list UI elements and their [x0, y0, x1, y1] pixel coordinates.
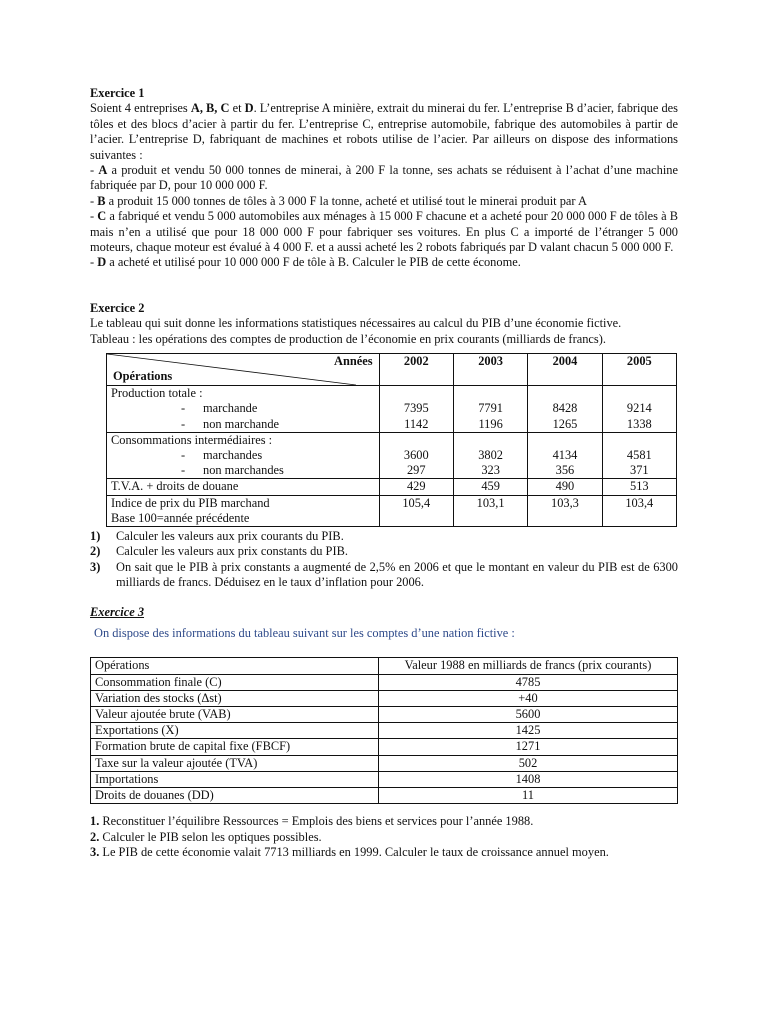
exercise-1	[90, 86, 678, 271]
value: 3802	[478, 447, 503, 462]
question-text: Calculer le PIB selon les optiques possibles.	[99, 829, 322, 844]
item-text: a fabriqué et vendu 5 000 automobiles aux ménages à 15 000 F chacune et a acheté pour 20 000 000 F de tôles à B mais n’en a utilisé que pour 18 000 000 F pour fabriquer ses voitures. En plus C a importé de l’étranger 5 000 moteurs, chaque moteur est évalué à 4 000 F. et a aussi acheté les 2 robots fabriqués par D valant chacun 5 000 000 F.	[90, 209, 678, 255]
exercise-2-title: Exercice 2	[90, 300, 145, 315]
value: 371	[630, 463, 649, 478]
question-text: On sait que le PIB à prix constants a augmenté de 2,5% en 2006 et que le montant en valeur du PIB est de 6300 milliards de francs. Déduisez en le taux d’inflation pour 2006.	[116, 559, 678, 590]
value-cell	[528, 432, 602, 479]
value-cell	[602, 386, 676, 433]
item-prefix: -	[90, 163, 99, 178]
value: 297	[406, 463, 426, 478]
question-item	[90, 830, 678, 845]
intro-text: Soient 4 entreprises	[90, 101, 191, 116]
indice-cell	[107, 495, 380, 526]
exercise-2-intro: Le tableau qui suit donne les informations statistiques nécessaires au calcul du PIB d’une économie fictive.	[90, 316, 622, 331]
question-item	[90, 845, 678, 860]
intro-text: . L’entreprise A minière, extrait du minerai du fer. L’entreprise B d’acier, fabrique des tôles et des blocs d’acier à partir du fer. L’entreprise C, entreprise automobile, fabrique des automobiles à partir de l’acier. L’entreprise D, fabriquant de machines et robots utilise de l’acier. Par ailleurs on dispose des informations suivantes :	[90, 101, 678, 162]
value: 3600	[403, 447, 429, 462]
exercise-2-questions	[90, 529, 678, 591]
exercise-1-item-d	[90, 255, 678, 270]
production-sub-non-marchande	[111, 417, 375, 432]
row-value: 1408	[379, 771, 678, 787]
column-header-value: Valeur 1988 en milliards de francs (prix courants)	[379, 658, 678, 674]
row-value: 11	[379, 787, 678, 803]
production-label: Production totale :	[111, 386, 203, 401]
exercise-1-title: Exercice 1	[90, 86, 145, 100]
tva-label: T.V.A. + droits de douane	[107, 479, 380, 495]
row-label: Importations	[91, 771, 379, 787]
question-number: 2.	[90, 829, 100, 844]
year-header: 2004	[528, 354, 602, 386]
row-value: 5600	[379, 706, 678, 722]
value: 4134	[552, 447, 578, 462]
item-company: D	[97, 255, 107, 270]
item-prefix: -	[90, 209, 98, 224]
value-cell: 513	[602, 479, 676, 495]
question-number: 3)	[90, 559, 101, 574]
dash: -	[181, 416, 186, 431]
value-cell: 103,4	[602, 495, 676, 526]
indice-label: Indice de prix du PIB marchand	[111, 495, 270, 510]
ci-sub-non-marchandes	[111, 463, 375, 478]
table-header-row	[107, 354, 677, 386]
table-row	[91, 690, 678, 706]
value: 1338	[626, 416, 652, 431]
value-cell	[528, 386, 602, 433]
row-value: 1271	[379, 739, 678, 755]
table-row	[91, 787, 678, 803]
item-company: B	[97, 193, 106, 208]
production-sub-marchande	[111, 401, 375, 416]
question-item	[90, 560, 678, 591]
value: 356	[555, 463, 575, 478]
value-cell	[453, 432, 527, 479]
row-label: Variation des stocks (Δst)	[91, 690, 379, 706]
table-row	[91, 674, 678, 690]
table-header-row	[91, 658, 678, 674]
exercise-1-item-b	[90, 194, 678, 209]
exercise-1-item-c	[90, 209, 678, 255]
table-row	[107, 432, 677, 479]
question-text: Calculer les valeurs aux prix courants du PIB.	[116, 528, 344, 543]
item-prefix: -	[90, 193, 98, 208]
row-label: Consommation finale (C)	[91, 674, 379, 690]
sub-label: marchandes	[203, 447, 263, 462]
item-company: C	[97, 209, 107, 224]
value: 7791	[478, 401, 503, 416]
value: 4581	[626, 447, 652, 462]
year-header: 2002	[379, 354, 453, 386]
question-item	[90, 529, 678, 544]
table-row	[91, 723, 678, 739]
exercise-3-intro: On dispose des informations du tableau suivant sur les comptes d’une nation fictive :	[94, 625, 515, 640]
row-label: Formation brute de capital fixe (FBCF)	[91, 739, 379, 755]
value: 323	[481, 463, 500, 478]
item-text: a produit et vendu 50 000 tonnes de minerai, à 200 F la tonne, ses achats se réduisent à l’achat d’une machine fabriquée par D, pour 10 000 000 F.	[90, 163, 678, 193]
exercise-3-questions	[90, 814, 678, 860]
item-text: a acheté et utilisé pour 10 000 000 F de tôle à B. Calculer le PIB de cette économe.	[106, 255, 521, 270]
row-label: Taxe sur la valeur ajoutée (TVA)	[91, 755, 379, 771]
column-header-operations: Opérations	[91, 658, 379, 674]
exercise-2-caption: Tableau : les opérations des comptes de production de l’économie en prix courants (milliards de francs).	[90, 331, 606, 346]
exercise-2	[90, 301, 678, 591]
row-value: 4785	[379, 674, 678, 690]
indice-base-label: Base 100=année précédente	[111, 510, 250, 525]
document-page	[90, 86, 678, 860]
exercise-1-intro	[90, 101, 678, 163]
intro-bold-company-d: D	[244, 101, 254, 116]
value-cell	[602, 432, 676, 479]
header-diagonal-cell	[107, 354, 380, 386]
value-cell	[453, 386, 527, 433]
value-cell: 103,3	[528, 495, 602, 526]
value-cell: 429	[379, 479, 453, 495]
row-label: Valeur ajoutée brute (VAB)	[91, 706, 379, 722]
value-cell: 103,1	[453, 495, 527, 526]
value-cell: 459	[453, 479, 527, 495]
sub-label: marchande	[203, 401, 258, 416]
dash: -	[181, 401, 186, 416]
ci-label: Consommations intermédiaires :	[111, 432, 273, 447]
value: 9214	[626, 401, 652, 416]
year-header: 2003	[453, 354, 527, 386]
item-text: a produit 15 000 tonnes de tôles à 3 000 F la tonne, acheté et utilisé tout le minerai produit par A	[105, 193, 587, 208]
dash: -	[181, 447, 186, 462]
value: 1265	[552, 416, 578, 431]
production-cell	[107, 386, 380, 433]
question-text: Le PIB de cette économie valait 7713 milliards en 1999. Calculer le taux de croissance annuel moyen.	[99, 845, 609, 859]
table-row	[91, 755, 678, 771]
dash: -	[181, 463, 186, 478]
production-accounts-table	[106, 353, 677, 527]
sub-label: non marchandes	[203, 463, 284, 478]
value: 7395	[403, 401, 429, 416]
item-company: A	[98, 163, 108, 178]
question-text: Reconstituer l’équilibre Ressources = Emplois des biens et services pour l’année 1988.	[99, 814, 534, 829]
value: 1142	[404, 416, 429, 431]
year-header: 2005	[602, 354, 676, 386]
question-text: Calculer les valeurs aux prix constants du PIB.	[116, 544, 348, 559]
ci-sub-marchandes	[111, 448, 375, 463]
question-number: 1)	[90, 528, 101, 543]
header-annees: Années	[334, 354, 373, 369]
sub-label: non marchande	[203, 416, 280, 431]
row-label: Droits de douanes (DD)	[91, 787, 379, 803]
table-row	[91, 739, 678, 755]
value: 8428	[552, 401, 578, 416]
header-operations: Opérations	[113, 369, 173, 384]
national-accounts-table	[90, 657, 678, 804]
value-cell: 105,4	[379, 495, 453, 526]
row-label: Exportations (X)	[91, 723, 379, 739]
intro-text: et	[229, 101, 245, 116]
question-item	[90, 814, 678, 829]
value-cell: 490	[528, 479, 602, 495]
item-prefix: -	[90, 255, 98, 270]
table-row	[91, 706, 678, 722]
value-cell	[379, 432, 453, 479]
question-number: 1.	[90, 814, 100, 829]
question-item	[90, 544, 678, 559]
table-row	[107, 495, 677, 526]
question-number: 3.	[90, 845, 100, 859]
exercise-3-title: Exercice 3	[90, 604, 145, 619]
row-value: 1425	[379, 723, 678, 739]
row-value: +40	[379, 690, 678, 706]
table-row	[91, 771, 678, 787]
exercise-1-item-a	[90, 163, 678, 194]
value-cell	[379, 386, 453, 433]
intro-bold-companies: A, B, C	[190, 101, 230, 116]
question-number: 2)	[90, 544, 101, 559]
table-row	[107, 479, 677, 495]
row-value: 502	[379, 755, 678, 771]
table-row	[107, 386, 677, 433]
ci-cell	[107, 432, 380, 479]
value: 1196	[478, 416, 503, 431]
exercise-3	[90, 605, 678, 861]
